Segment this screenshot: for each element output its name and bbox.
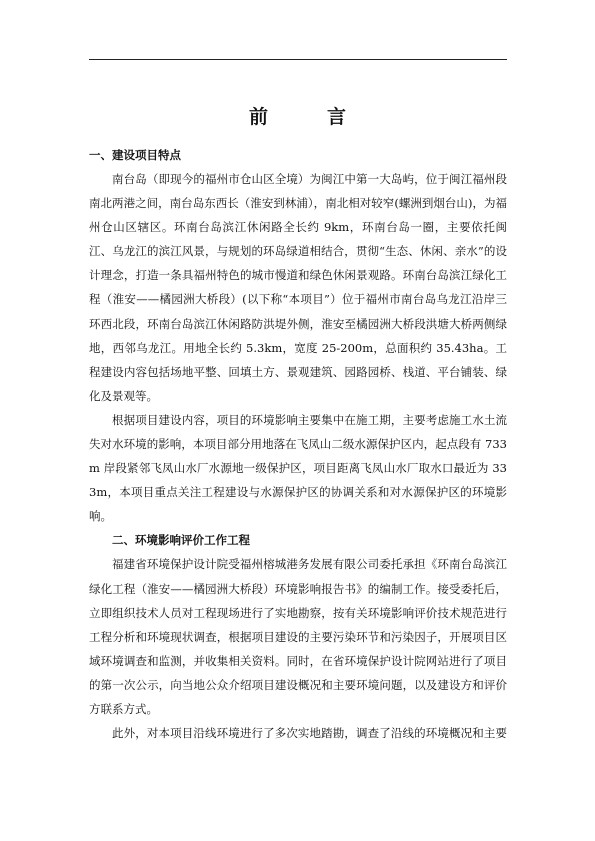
page-title: 前 言	[248, 105, 366, 128]
section-project-features	[89, 143, 507, 528]
document-body	[89, 143, 507, 793]
page-bottom-margin	[89, 748, 507, 841]
paragraph: 南台岛（即现今的福州市仓山区全境）为闽江中第一大岛屿，位于闽江福州段南北两港之间，南台岛东西长（淮安到林浦），南北相对较窄(螺洲到烟台山)，为福州仓山区辖区。环南台岛滨江休闲路全长约 9km，环南台岛一圈，主要依托闽江、乌龙江的滨江风景，与规划的环岛绿道相结合，贯彻“生态、休闲、亲水”的设计理念，打造一条具福州特色的城市慢道和绿色休闲景观路。环南台岛滨江绿化工程（淮安——橘园洲大桥段）(以下称“本项目”）位于福州市南台岛乌龙江沿岸三环西北段，环南台岛滨江休闲路防洪堤外侧，淮安至橘园洲大桥段洪塘大桥两侧绿地，西邻乌龙江。用地全长约 5.3km，宽度 25-200m，总面积约 35.43ha。工程建设内容包括场地平整、回填土方、景观建筑、园路园桥、栈道、平台铺装、绿化及景观等。	[89, 172, 507, 403]
section-heading: 二、环境影响评价工作工程	[112, 533, 250, 548]
header-rule	[89, 59, 507, 60]
section-heading: 一、建设项目特点	[89, 148, 181, 162]
paragraph: 此外，对本项目沿线环境进行了多次实地踏勘，调查了沿线的环境概况和主要	[112, 726, 507, 741]
paragraph: 根据项目建设内容，项目的环境影响主要集中在施工期，主要考虑施工水土流失对水环境的影响，本项目部分用地落在飞凤山二级水源保护区内，起点段有 733m 岸段紧邻飞凤山水厂水源地一级保护区，项目距离飞凤山水厂取水口最近为 333m，本项目重点关注工程建设与水源保护区的协调关系和对水源保护区的环境影响。	[89, 412, 507, 524]
paragraph: 福建省环境保护设计院受福州榕城港务发展有限公司委托承担《环南台岛滨江绿化工程（淮安——橘园洲大桥段）环境影响报告书》的编制工作。接受委托后，立即组织技术人员对工程现场进行了实地勘察，按有关环境影响评价技术规范进行工程分析和环境现状调查，根据项目建设的主要污染环节和污染因子，开展项目区域环境调查和监测，并收集相关资料。同时，在省环境保护设计院网站进行了项目的第一次公示，向当地公众介绍项目建设概况和主要环境问题，以及建设方和评价方联系方式。	[89, 557, 507, 716]
